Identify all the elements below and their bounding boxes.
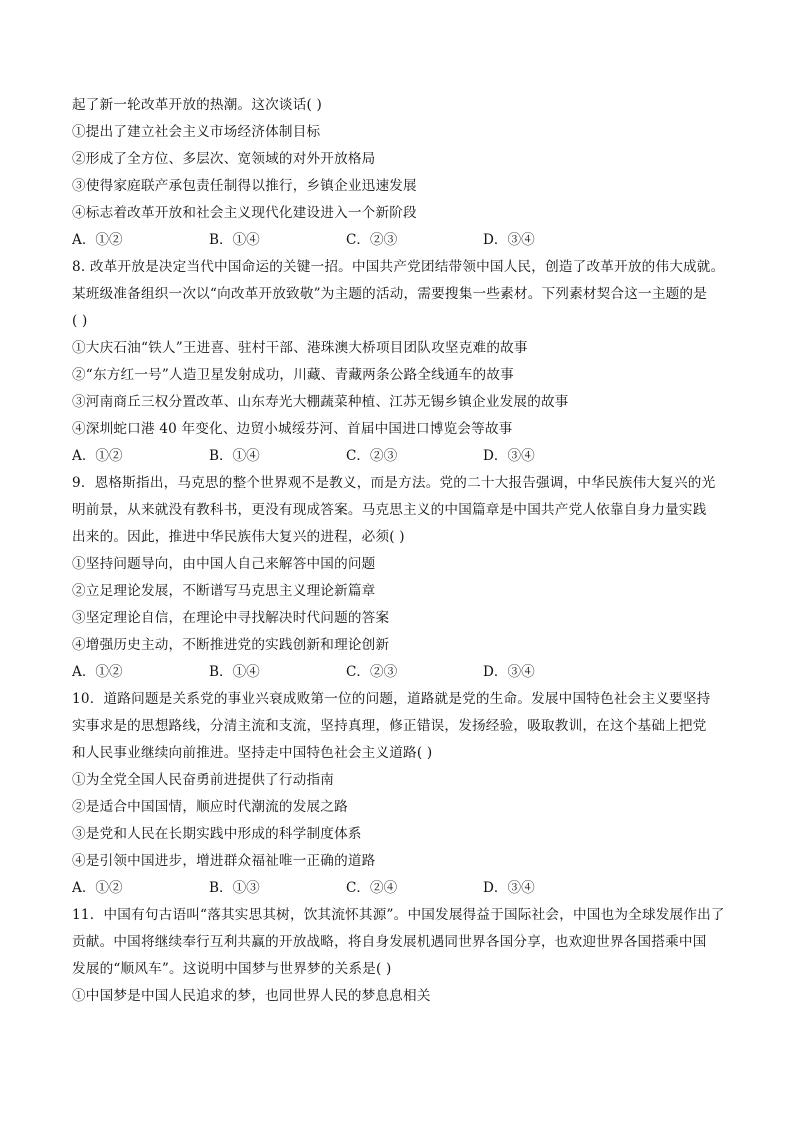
option-c: C．②③ <box>346 448 398 464</box>
option-a: A．①② <box>72 664 123 680</box>
question-stem: 出来的。因此，推进中华民族伟大复兴的进程，必须( ) <box>72 529 405 545</box>
question-stem: 8. 改革开放是决定当代中国命运的关键一招。中国共产党团结带领中国人民，创造了改革开放的伟大成就。 <box>72 259 725 275</box>
statement-item: ②形成了全方位、多层次、宽领域的对外开放格局 <box>72 151 376 167</box>
question-stem: 某班级准备组织一次以“向改革开放致敬”为主题的活动，需要搜集一些素材。下列素材契合这一主题的是 <box>72 286 708 302</box>
statement-item: ①提出了建立社会主义市场经济体制目标 <box>72 124 321 140</box>
answer-options <box>72 443 732 470</box>
question-stem: ( ) <box>72 313 88 329</box>
answer-options <box>72 875 732 902</box>
option-a: A．①② <box>72 232 123 248</box>
statement-item: ②是适合中国国情，顺应时代潮流的发展之路 <box>72 799 348 815</box>
question-stem: 10．道路问题是关系党的事业兴衰成败第一位的问题，道路就是党的生命。发展中国特色社会主义要坚持 <box>72 691 711 707</box>
option-d: D．③④ <box>483 664 535 680</box>
option-b: B．①④ <box>209 448 260 464</box>
option-d: D．③④ <box>483 232 535 248</box>
question-stem: 实事求是的思想路线，分清主流和支流，坚持真理，修正错误，发扬经验，吸取教训，在这个基础上把党 <box>72 718 707 734</box>
answer-options <box>72 227 732 254</box>
statement-item: ②立足理论发展，不断谱写马克思主义理论新篇章 <box>72 583 376 599</box>
exam-page <box>72 92 732 1010</box>
question-stem: 起了新一轮改革开放的热潮。这次谈话( ) <box>72 97 323 113</box>
question-stem: 11．中国有句古语叫“落其实思其树，饮其流怀其源”。中国发展得益于国际社会，中国也为全球发展作出了 <box>72 907 725 923</box>
statement-item: ①为全党全国人民奋勇前进提供了行动指南 <box>72 772 335 788</box>
question-11 <box>72 902 732 1010</box>
statement-item: ①中国梦是中国人民追求的梦，也同世界人民的梦息息相关 <box>72 988 431 1004</box>
option-b: B．①③ <box>209 880 260 896</box>
question-stem: 9．恩格斯指出，马克思的整个世界观不是教义，而是方法。党的二十大报告强调，中华民族伟大复兴的光 <box>72 475 716 491</box>
statement-item: ④深圳蛇口港 40 年变化、边贸小城绥芬河、首届中国进口博览会等故事 <box>72 421 513 437</box>
question-8 <box>72 254 732 470</box>
option-a: A．①② <box>72 448 123 464</box>
statement-item: ④增强历史主动，不断推进党的实践创新和理论创新 <box>72 637 390 653</box>
question-stem: 贡献。中国将继续奉行互利共赢的开放战略，将自身发展机遇同世界各国分享，也欢迎世界各国搭乘中国 <box>72 934 707 950</box>
option-c: C．②④ <box>346 880 398 896</box>
statement-item: ①坚持问题导向，由中国人自己来解答中国的问题 <box>72 556 376 572</box>
option-b: B．①④ <box>209 232 260 248</box>
question-stem: 和人民事业继续向前推进。坚持走中国特色社会主义道路( ) <box>72 745 433 761</box>
answer-options <box>72 659 732 686</box>
question-stem: 发展的“顺风车”。这说明中国梦与世界梦的关系是( ) <box>72 961 392 977</box>
statement-item: ③河南商丘三权分置改革、山东寿光大棚蔬菜种植、江苏无锡乡镇企业发展的故事 <box>72 394 569 410</box>
statement-item: ③使得家庭联产承包责任制得以推行，乡镇企业迅速发展 <box>72 178 417 194</box>
question-7 <box>72 92 732 254</box>
question-9 <box>72 470 732 686</box>
statement-item: ②“东方红一号”人造卫星发射成功，川藏、青藏两条公路全线通车的故事 <box>72 367 514 383</box>
statement-item: ①大庆石油“铁人”王进喜、驻村干部、港珠澳大桥项目团队攻坚克难的故事 <box>72 340 528 356</box>
statement-item: ④标志着改革开放和社会主义现代化建设进入一个新阶段 <box>72 205 417 221</box>
option-a: A．①② <box>72 880 123 896</box>
question-10 <box>72 686 732 902</box>
option-d: D．③④ <box>483 880 535 896</box>
option-b: B．①④ <box>209 664 260 680</box>
statement-item: ③是党和人民在长期实践中形成的科学制度体系 <box>72 826 362 842</box>
statement-item: ④是引领中国进步，增进群众福祉唯一正确的道路 <box>72 853 376 869</box>
option-c: C．②③ <box>346 664 398 680</box>
statement-item: ③坚定理论自信，在理论中寻找解决时代问题的答案 <box>72 610 390 626</box>
question-stem: 明前景，从来就没有教科书，更没有现成答案。马克思主义的中国篇章是中国共产党人依靠自身力量实践 <box>72 502 707 518</box>
option-d: D．③④ <box>483 448 535 464</box>
option-c: C．②③ <box>346 232 398 248</box>
